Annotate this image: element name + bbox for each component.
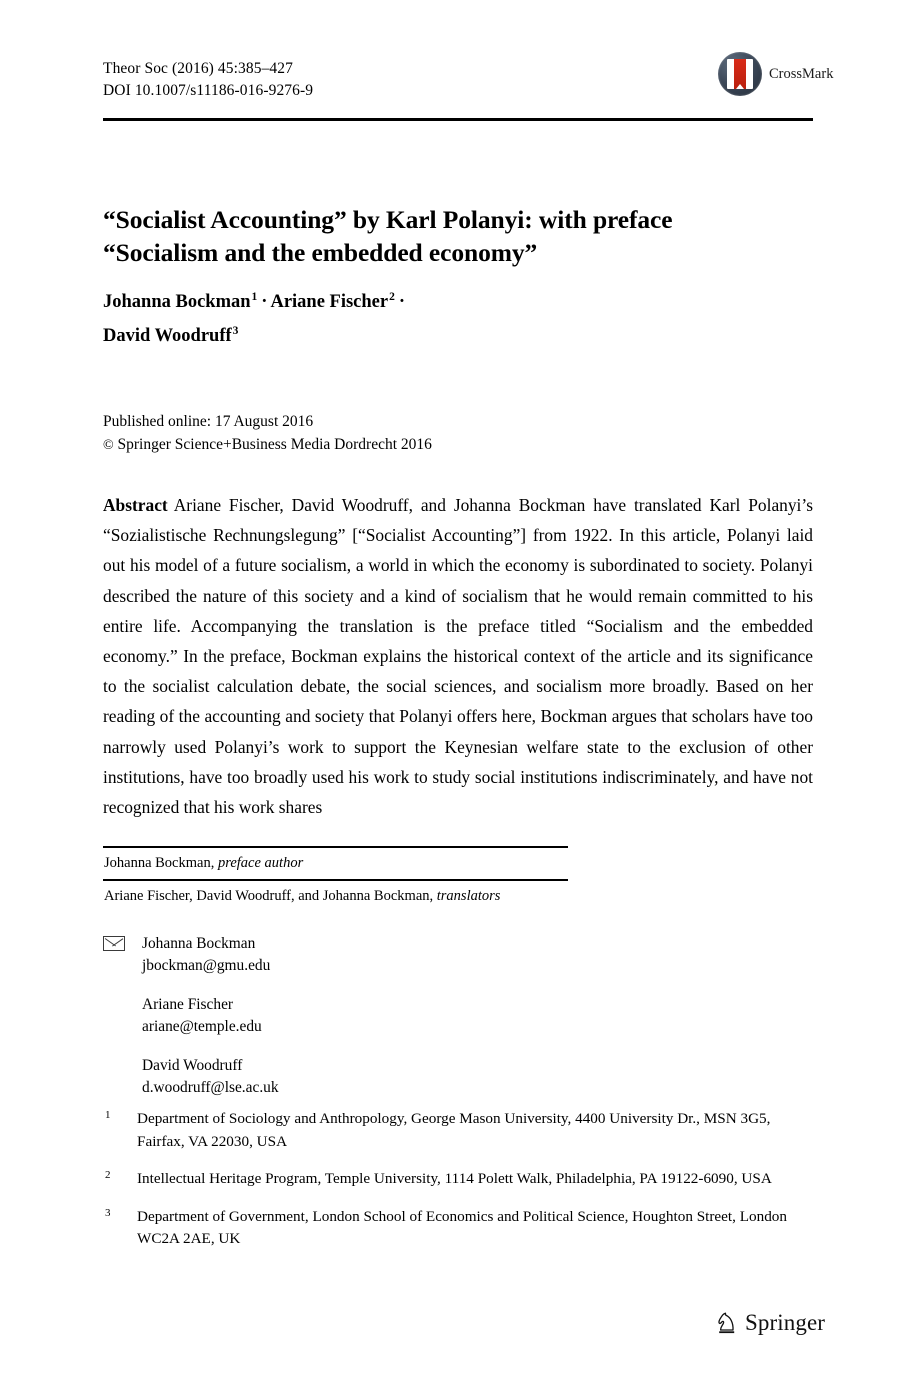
author-affiliation-marker-1: 1 xyxy=(251,291,258,303)
journal-header xyxy=(103,58,813,102)
copyright-icon: © xyxy=(103,438,114,453)
author-separator-2: · xyxy=(398,292,406,313)
role-name-2: Ariane Fischer, David Woodruff, and Johanna Bockman xyxy=(104,888,430,904)
crossmark-badge[interactable] xyxy=(718,52,833,96)
author-separator-1: · xyxy=(261,292,268,313)
affiliation-text: Department of Government, London School of Economics and Political Science, Houghton Street, London WC2A 2AE, UK xyxy=(137,1207,787,1247)
crossmark-icon xyxy=(718,52,762,96)
contact-name: Ariane Fischer xyxy=(142,996,234,1013)
role-translators: Ariane Fischer, David Woodruff, and Johanna Bockman, translators xyxy=(104,888,501,904)
title-line-1: “Socialist Accounting” by Karl Polanyi: with preface xyxy=(103,205,673,235)
affiliation-text: Department of Sociology and Anthropology, George Mason University, 4400 University Dr., MSN 3G5, Fairfax, VA 22030, USA xyxy=(137,1110,771,1150)
author-name-3: David Woodruff xyxy=(103,326,232,347)
journal-citation: Theor Soc (2016) 45:385–427 xyxy=(103,60,293,77)
contributor-roles xyxy=(103,846,568,912)
affiliation-list xyxy=(103,1108,815,1251)
contact-email[interactable]: ariane@temple.edu xyxy=(142,1018,262,1035)
contact-list xyxy=(103,933,603,1099)
contact-corresponding-author xyxy=(103,933,603,977)
author-affiliation-marker-2: 2 xyxy=(389,291,395,303)
contact-name: Johanna Bockman xyxy=(142,935,256,952)
role-preface-author: Johanna Bockman, preface author xyxy=(104,855,304,871)
crossmark-book-shape xyxy=(727,59,753,89)
springer-wordmark: Springer xyxy=(745,1310,826,1335)
contact-author-2 xyxy=(103,994,603,1038)
contact-name: David Woodruff xyxy=(142,1057,243,1074)
author-affiliation-marker-3: 3 xyxy=(232,325,239,338)
affiliation-marker: 2 xyxy=(105,1169,111,1181)
affiliation-item xyxy=(103,1168,815,1191)
abstract-label: Abstract xyxy=(103,495,168,515)
affiliation-marker: 3 xyxy=(105,1206,111,1219)
contact-author-3 xyxy=(103,1055,603,1099)
page-title xyxy=(103,203,783,269)
crossmark-label: CrossMark xyxy=(769,65,834,82)
envelope-icon xyxy=(103,936,125,951)
abstract-text: Ariane Fischer, David Woodruff, and Johanna Bockman have translated Karl Polanyi’s “Sozialistische Rechnungslegung” [“Socialist Accounting”] from 1922. In this article, Polanyi laid out his model of a future socialism, a world in which the economy is subordinated to society. Polanyi described the nature of this society and a kind of socialism that he would remain committed to his entire life. Accompanying the translation is the preface titled “Socialism and the embedded economy.” In the preface, Bockman explains the historical context of the article and its significance to the socialist calculation debate, the social sciences, and socialism more broadly. Based on her reading of the accounting and society that Polanyi offers here, Bockman argues that scholars have too narrowly used Polanyi’s work to support the Keynesian welfare state to the exclusion of other institutions, have too broadly used his work to study social institutions indiscriminately, and have not recognized that his work shares xyxy=(103,495,813,818)
doi-line: DOI 10.1007/s11186-016-9276-9 xyxy=(103,82,314,99)
author-name-2: Ariane Fischer xyxy=(270,292,389,313)
contact-email[interactable]: jbockman@gmu.edu xyxy=(142,957,271,974)
abstract-section xyxy=(103,490,813,822)
contact-email[interactable]: d.woodruff@lse.ac.uk xyxy=(142,1079,279,1096)
knight-chess-icon xyxy=(716,1311,739,1336)
affiliation-text: Intellectual Heritage Program, Temple University, 1114 Polett Walk, Philadelphia, PA 19122-6090, USA xyxy=(137,1170,772,1187)
copyright-text: Springer Science+Business Media Dordrecht 2016 xyxy=(117,436,432,453)
affiliation-item xyxy=(103,1108,815,1153)
published-online-date: Published online: 17 August 2016 xyxy=(103,413,314,430)
role-title-2: translators xyxy=(436,888,501,904)
springer-logo xyxy=(716,1310,825,1336)
header-divider xyxy=(103,118,813,121)
author-list xyxy=(103,283,783,351)
copyright-line xyxy=(103,433,783,457)
role-title-1: preface author xyxy=(217,855,304,871)
affiliation-item xyxy=(103,1206,815,1251)
author-name-1: Johanna Bockman xyxy=(103,292,251,313)
publication-info xyxy=(103,410,783,457)
title-line-2: “Socialism and the embedded economy” xyxy=(103,238,538,268)
role-name-1: Johanna Bockman xyxy=(104,855,211,871)
affiliation-marker: 1 xyxy=(105,1109,111,1121)
